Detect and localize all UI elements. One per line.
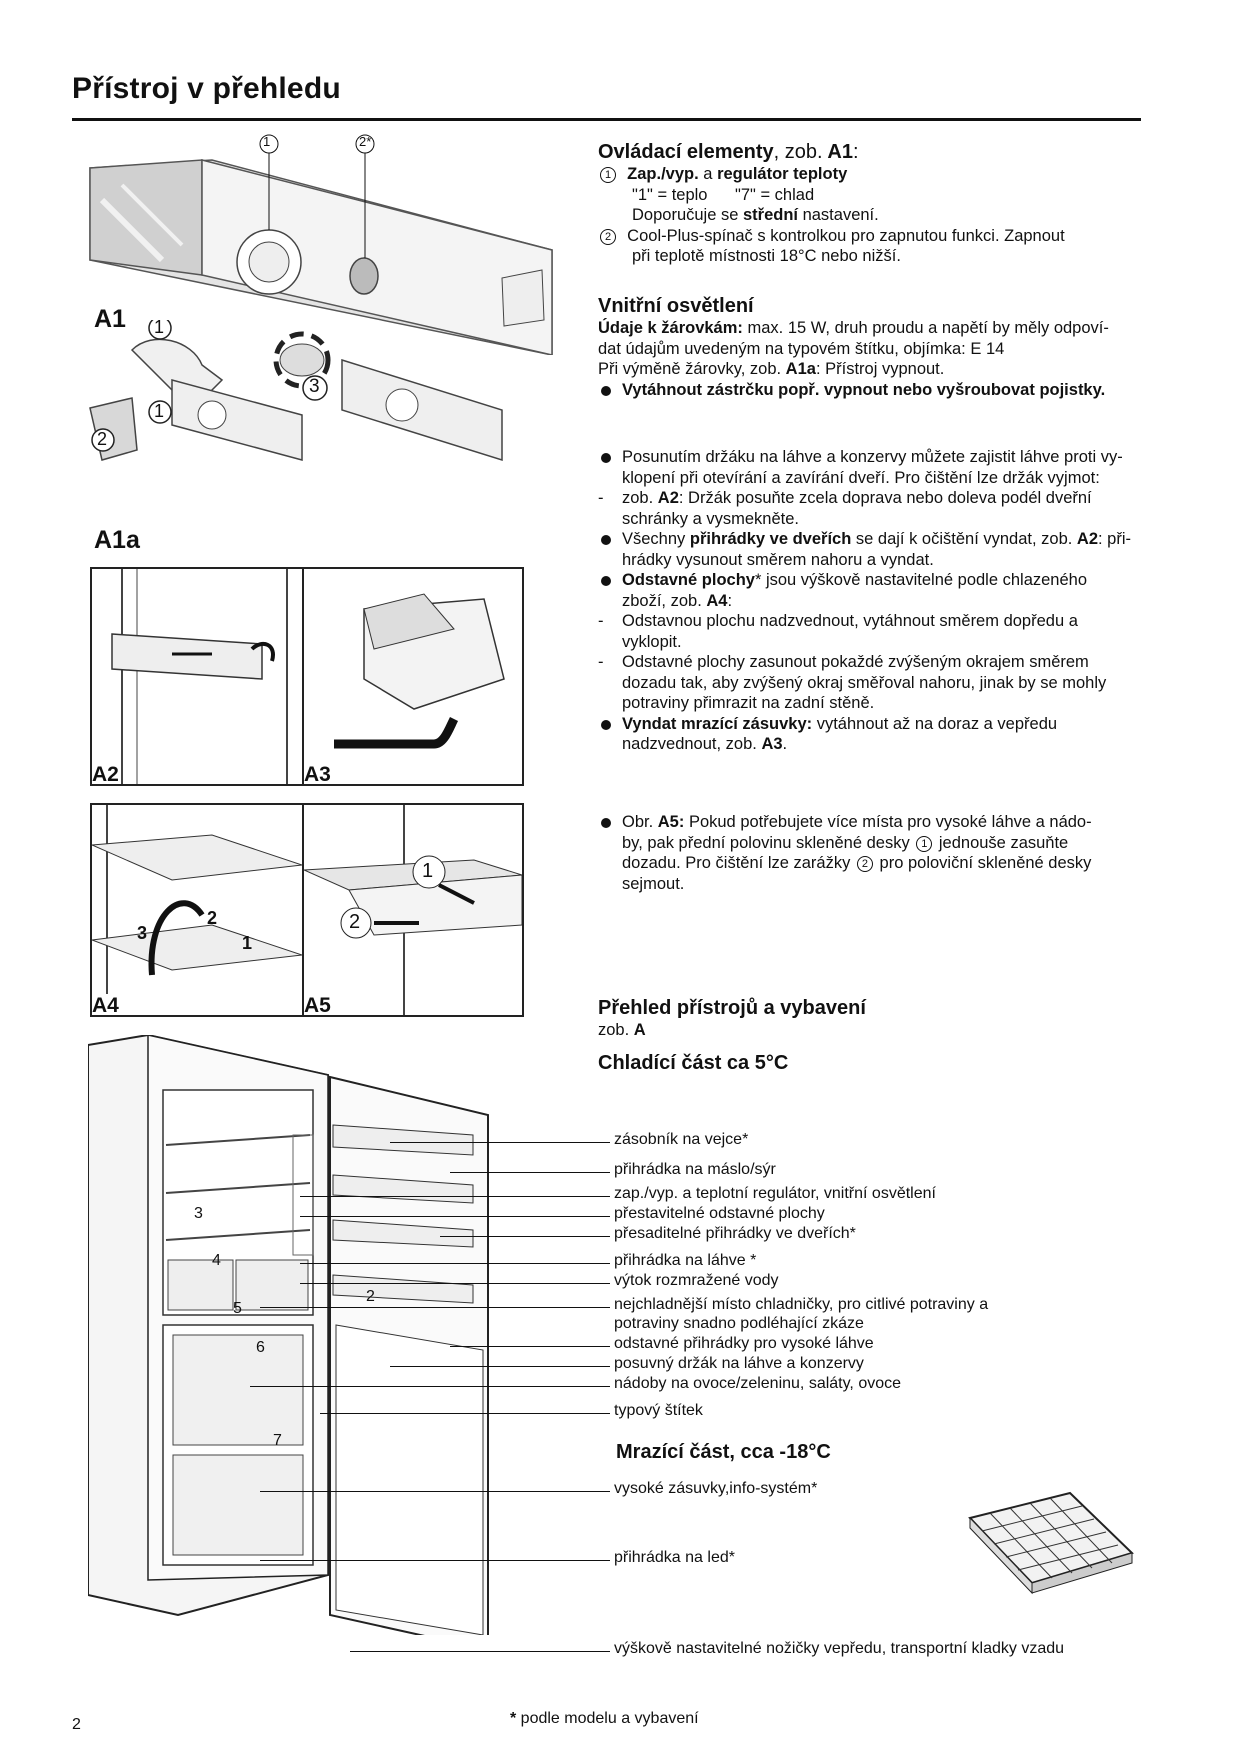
- control-item-2-line2: při teplotě místnosti 18°C nebo nižší.: [632, 247, 901, 265]
- legend-item: přesaditelné přihrádky ve dveřích*: [614, 1225, 856, 1242]
- storage-dash-1-line2: schránky a vysmekněte.: [622, 509, 799, 528]
- control-item-2: 2 Cool-Plus-spínač s kontrolkou pro zapnutou funkci. Zapnout: [598, 226, 1143, 247]
- figure-a5: [302, 803, 524, 1017]
- leader-line: [260, 1491, 610, 1492]
- fridge-number: 4: [212, 1252, 221, 1269]
- legend-item: zásobník na vejce*: [614, 1131, 749, 1148]
- storage-bullet-3: Odstavné plochy* jsou výškově nastavitelné podle chlazeného: [598, 570, 1143, 591]
- label-a1: A1: [94, 305, 126, 333]
- legend-item: posuvný držák na láhve a konzervy: [614, 1355, 864, 1372]
- label-a3: A3: [304, 763, 331, 786]
- callout-2: 2: [97, 429, 108, 449]
- leader-line: [260, 1560, 610, 1561]
- number-circle: 1: [600, 167, 616, 183]
- legend-item: přestavitelné odstavné plochy: [614, 1205, 825, 1222]
- leader-line: [300, 1196, 610, 1197]
- section-lighting: [598, 294, 1143, 400]
- fridge-drawing: [88, 1035, 508, 1635]
- storage-bullet-3-line2: zboží, zob. A4:: [622, 591, 733, 610]
- glass-line-1: Obr. A5: Pokud potřebujete více místa pro vysoké láhve a nádo-: [598, 812, 1143, 833]
- storage-bullet-1: Posunutím držáku na láhve a konzervy můžete zajistit láhve proti vy-: [598, 447, 1143, 468]
- door-shelf-drawing: [92, 569, 302, 784]
- legend-item: výtok rozmražené vody: [614, 1272, 779, 1289]
- shelf-adjust-drawing: [92, 805, 302, 1015]
- figure-a2: [90, 567, 304, 786]
- glass-line-2: by, pak přední polovinu skleněné desky 1 jednouše zasuňte: [622, 833, 1069, 852]
- label-a1a: A1a: [94, 526, 140, 554]
- leader-line: [440, 1236, 610, 1237]
- ice-tray-illustration: [960, 1488, 1140, 1598]
- label-a4: A4: [92, 994, 119, 1017]
- lighting-heading: Vnitřní osvětlení: [598, 295, 754, 317]
- lighting-bullet: Vytáhnout zástrčku popř. vypnout nebo vyšroubovat pojistky.: [598, 380, 1143, 401]
- section-storage: [598, 447, 1143, 755]
- ice-cube-tray-drawing: [960, 1488, 1140, 1598]
- leader-line: [250, 1386, 610, 1387]
- overview-heading: Přehled přístrojů a vybavení: [598, 997, 866, 1019]
- number-circle: 2: [857, 856, 873, 872]
- legend-item: přihrádka na máslo/sýr: [614, 1161, 776, 1178]
- lighting-line-3: Při výměně žárovky, zob. A1a: Přístroj vypnout.: [598, 360, 945, 378]
- page-title: Přístroj v přehledu: [72, 72, 341, 105]
- figure-a4: [90, 803, 304, 1017]
- section-controls: [598, 140, 1143, 267]
- bulb-replacement-drawing: [72, 320, 572, 520]
- fridge-number: 6: [256, 1339, 265, 1356]
- legend-item: odstavné přihrádky pro vysoké láhve: [614, 1335, 874, 1352]
- legend-item: přihrádka na láhve *: [614, 1252, 757, 1269]
- legend-item: výškově nastavitelné nožičky vepředu, transportní kladky vzadu: [614, 1640, 1065, 1657]
- storage-bullet-2: Všechny přihrádky ve dveřích se dají k očištění vyndat, zob. A2: při-: [598, 529, 1143, 550]
- glass-line-3: dozadu. Pro čištění lze zarážky 2 pro poloviční skleněné desky: [622, 854, 1092, 872]
- leader-line: [390, 1366, 610, 1367]
- leader-line: [350, 1651, 610, 1652]
- fridge-number: 2: [366, 1288, 375, 1305]
- storage-dash-3: - Odstavné plochy zasunout pokaždé zvýšeným okrajem směrem: [598, 652, 1143, 673]
- callout-2: 2: [349, 911, 361, 933]
- freezer-drawer-drawing: [304, 569, 522, 784]
- controls-heading: Ovládací elementy, zob. A1:: [598, 141, 859, 163]
- callout-1: 1: [263, 134, 271, 149]
- legend-item: vysoké zásuvky,info-systém*: [614, 1480, 818, 1497]
- callout-1-bottom: 1: [154, 401, 165, 421]
- fridge-number: 3: [194, 1205, 203, 1222]
- legend-item: typový štítek: [614, 1402, 703, 1419]
- leader-line: [300, 1216, 610, 1217]
- freezer-heading: Mrazící část, cca -18°C: [616, 1441, 831, 1463]
- footnote: * podle modelu a vybavení: [510, 1710, 699, 1727]
- leader-line: [390, 1142, 610, 1143]
- leader-line: [300, 1263, 610, 1264]
- storage-bullet-2-line2: hrádky vysunout směrem nahoru a vyndat.: [622, 550, 934, 569]
- glass-shelf-drawing: [304, 805, 522, 1015]
- storage-bullet-4-line2: nadzvednout, zob. A3.: [622, 735, 788, 753]
- title-rule: [72, 118, 1141, 121]
- lighting-line-1: Údaje k žárovkám: max. 15 W, druh proudu a napětí by měly odpoví-: [598, 319, 1109, 337]
- step-3: 3: [137, 923, 148, 943]
- fridge-number: 5: [233, 1300, 242, 1317]
- leader-line: [300, 1283, 610, 1284]
- callout-1-top: 1: [154, 317, 165, 337]
- step-2: 2: [207, 908, 218, 928]
- control-item-1-scale: "1" = teplo "7" = chlad: [632, 185, 815, 204]
- storage-dash-3-line3: potraviny přimrazit na zadní stěně.: [622, 694, 875, 712]
- legend-item-continuation: potraviny snadno podléhající zkáze: [614, 1315, 864, 1332]
- leader-line: [450, 1172, 610, 1173]
- callout-1: 1: [422, 860, 434, 882]
- label-a5: A5: [304, 994, 331, 1017]
- leader-line: [260, 1307, 610, 1308]
- storage-dash-2-line2: vyklopit.: [622, 632, 682, 651]
- fridge-diagram: [88, 1035, 508, 1635]
- number-circle: 1: [916, 836, 932, 852]
- storage-dash-2: - Odstavnou plochu nadzvednout, vytáhnout směrem dopředu a: [598, 611, 1143, 632]
- label-a2: A2: [92, 763, 119, 786]
- storage-dash-1: - zob. A2: Držák posuňte zcela doprava nebo doleva podél dveřní: [598, 488, 1143, 509]
- storage-dash-3-line2: dozadu tak, aby zvýšený okraj směřoval nahoru, jinak by se mohly: [622, 673, 1107, 692]
- step-1: 1: [242, 933, 253, 953]
- leader-line: [450, 1346, 610, 1347]
- leader-line: [320, 1413, 610, 1414]
- callout-3: 3: [309, 376, 320, 397]
- callout-2: 2*: [359, 134, 372, 149]
- fridge-number: 7: [273, 1432, 282, 1449]
- legend-item: nádoby na ovoce/zeleninu, saláty, ovoce: [614, 1375, 902, 1392]
- legend-item: zap./vyp. a teplotní regulátor, vnitřní osvětlení: [614, 1185, 936, 1202]
- legend-item: nejchladnější místo chladničky, pro citlivé potraviny a: [614, 1296, 989, 1313]
- control-item-1-recommendation: Doporučuje se střední nastavení.: [632, 206, 879, 224]
- legend-item: přihrádka na led*: [614, 1549, 735, 1566]
- control-item-1: 1 Zap./vyp. a regulátor teploty: [598, 164, 1143, 185]
- lighting-line-2: dat údajům uvedeným na typovém štítku, objímka: E 14: [598, 339, 1005, 358]
- glass-line-4: sejmout.: [622, 874, 685, 893]
- figure-a3: [302, 567, 524, 786]
- overview-ref: zob. A: [598, 1021, 646, 1039]
- number-circle: 2: [600, 229, 616, 245]
- storage-bullet-1-line2: klopení při otevírání a zavírání dveří. Pro čištění lze držák vyjmot:: [622, 468, 1100, 487]
- cooling-heading: Chladící část ca 5°C: [598, 1051, 789, 1074]
- storage-bullet-4: Vyndat mrazící zásuvky: vytáhnout až na doraz a vepředu: [598, 714, 1143, 735]
- section-glass-shelf: [598, 812, 1143, 894]
- section-overview: [598, 996, 1143, 1075]
- page-number: 2: [72, 1716, 81, 1733]
